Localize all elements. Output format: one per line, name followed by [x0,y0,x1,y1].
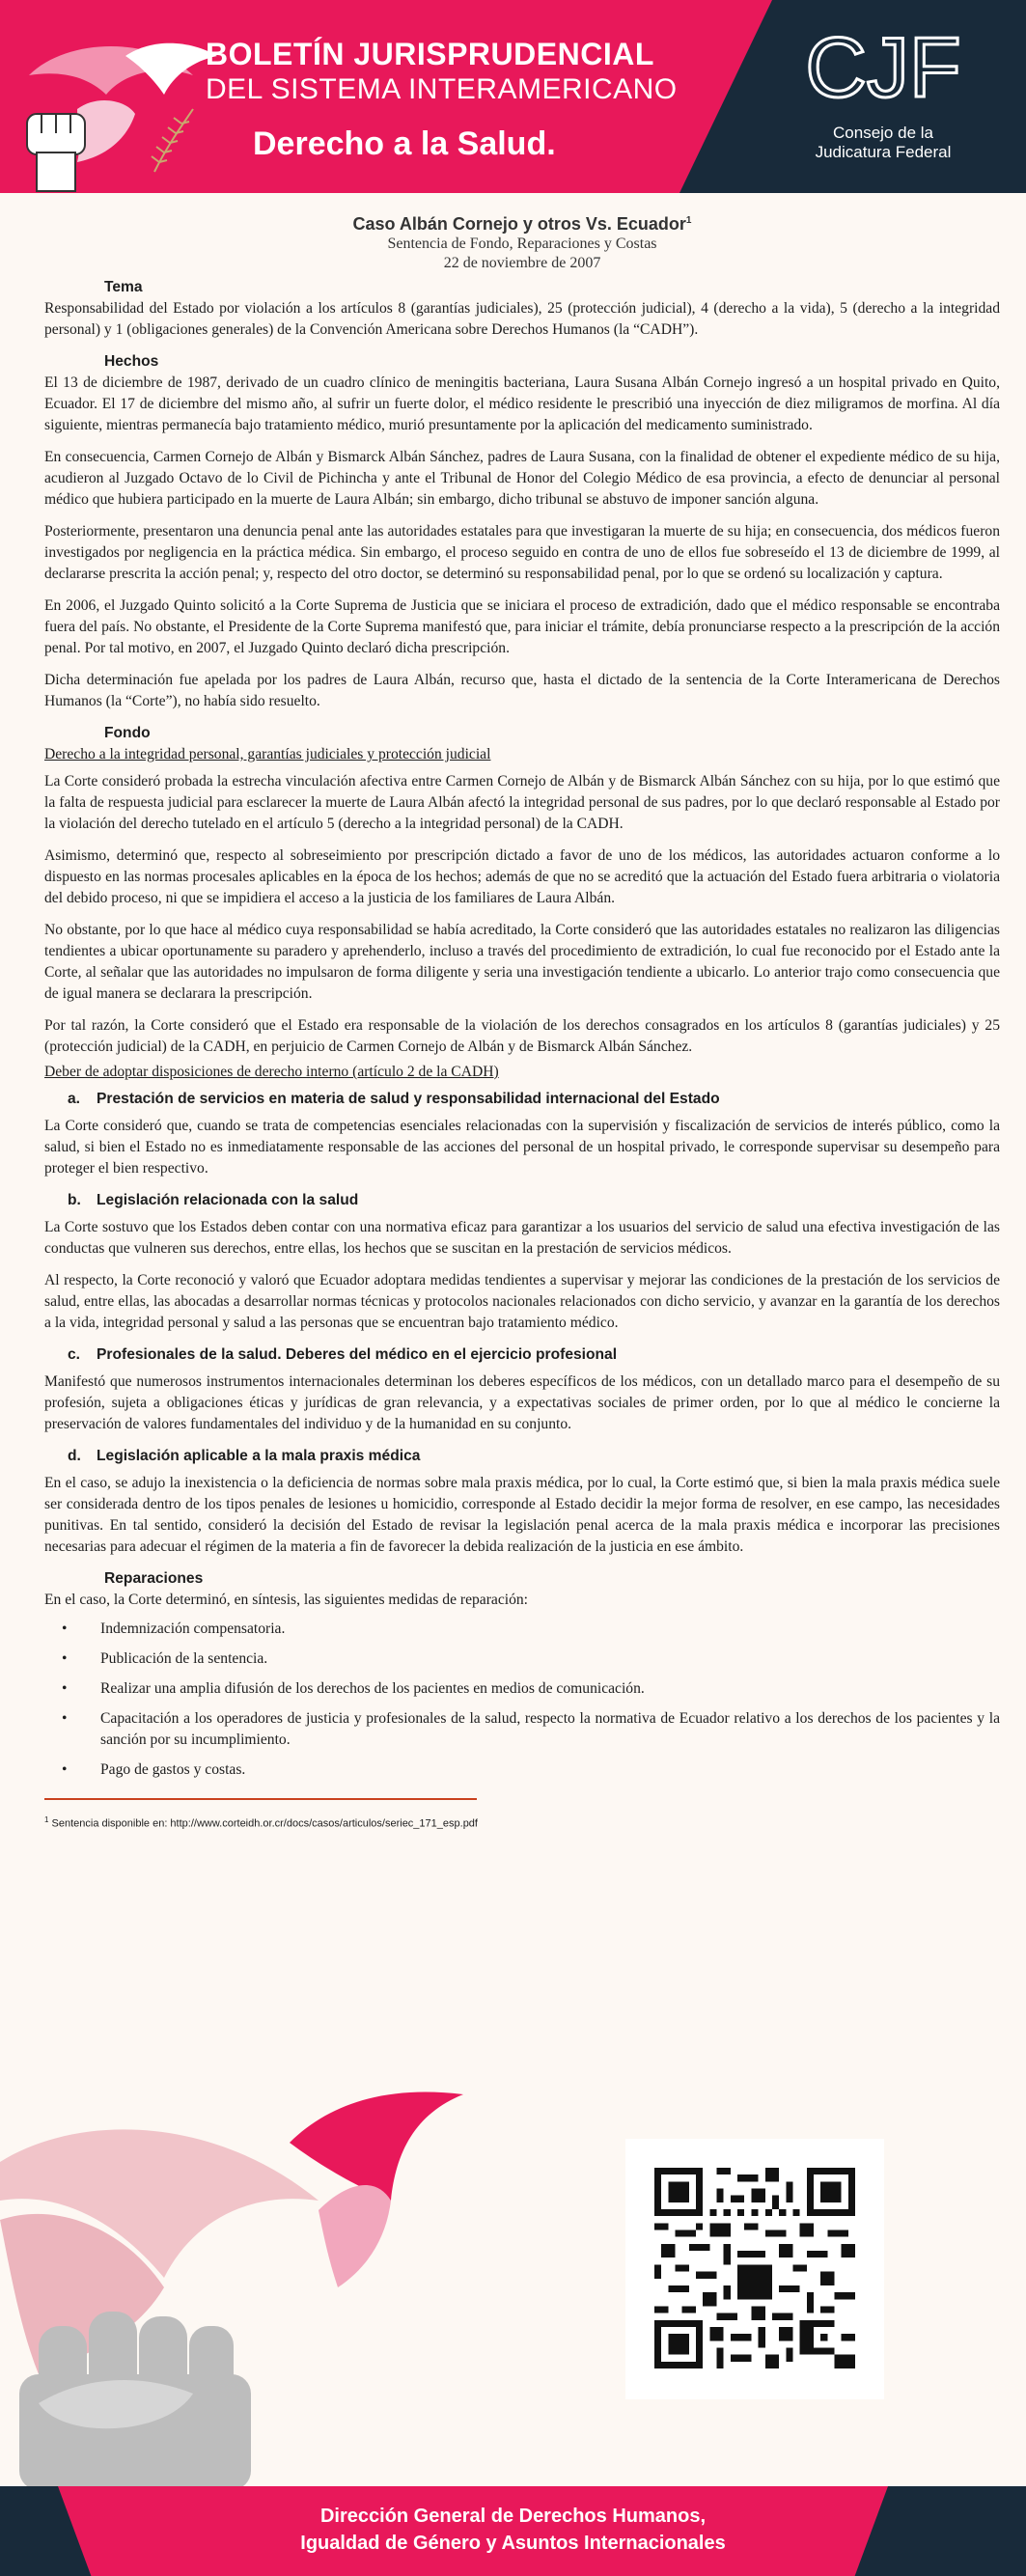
bullet-icon: • [62,1650,68,1667]
fondo-paragraph: Asimismo, determinó que, respecto al sobreseimiento por prescripción dictado a favor de uno de los médicos, las autoridades actuaron conforme a lo dispuesto en las normas procesales aplicables en la época de los hechos; además de que no se acreditó que la actuación del Estado fuera arbitraria o violatoria del debido proceso, ni que se impidiera el acceso a la justicia de los familiares de Laura Albán. [44,847,1000,906]
case-date: 22 de noviembre de 2007 [443,255,601,271]
list-item [62,1619,1000,1640]
raised-fist-bird-illustration [0,2085,541,2490]
case-subtitle: Sentencia de Fondo, Reparaciones y Costas [387,235,657,252]
hechos-paragraph: El 13 de diciembre de 1987, derivado de un cuadro clínico de meningitis bacteriana, Laura Susana Albán Cornejo ingresó a un hospital privado en Quito, Ecuador. El 17 de diciembre del mismo año, al sufrir un fuerte dolor, el médico residente le prescribió una inyección de diez miligramos de morfina. Al día siguiente, mientras permanecía bajo tratamiento médico, murió presuntamente por la aplicación del medicamento suministrado. [44,374,1000,433]
hechos-paragraph: En consecuencia, Carmen Cornejo de Albán y Bismarck Albán Sánchez, padres de Laura Susana, con la finalidad de obtener el expediente médico de su hija, acudieron al Juzgado Octavo de lo Civil de Pichincha y ante el Tribunal de Honor del Colegio Médico de esa provincia, a efecto de denunciar al personal médico que hubiera participado en la muerte de Laura Albán; sin embargo, dicho tribunal se abstuvo de imponer sanción alguna. [44,449,1000,508]
qr-code[interactable] [654,2168,855,2368]
case-title [44,210,1000,235]
footnote [44,1810,1000,1835]
fondo-heading: Fondo [104,725,151,741]
cjf-logo-letters: CJF [805,19,961,115]
item-c-paragraph: Manifestó que numerosos instrumentos internacionales determinan los deberes específicos de los médicos, con un detallado marco para el desempeño de su profesión, sujeta a obligaciones éticas y jurídicas de gran relevancia, y a expectativas sociales de primer orden, por lo que al médico le concierne la preservación de valores fundamentales del individuo y de la humanidad en su conjunto. [44,1373,1000,1432]
footnote-ref[interactable]: 1 [685,215,692,226]
hechos-heading: Hechos [104,353,159,370]
list-item [62,1678,1000,1700]
footer-pink-band [58,2486,888,2576]
footer-line1: Dirección General de Derechos Humanos, [319,2506,707,2527]
qr-code-panel [625,2139,884,2399]
hechos-paragraph: Dicha determinación fue apelada por los padres de Laura Albán, recurso que, hasta el dictado de la sentencia de la Corte Interamericana de Derechos Humanos (la “Corte”), no había sido resuelto. [44,672,1000,709]
item-letter: c. [68,1346,81,1363]
item-title: Prestación de servicios en materia de salud y responsabilidad internacional del Estado [97,1091,720,1107]
footnote-text[interactable]: Sentencia disponible en: http://www.corteidh.or.cr/docs/casos/articulos/seriec_171_esp.pdf [48,1817,478,1830]
bulletin-title: BOLETÍN JURISPRUDENCIAL [206,37,654,71]
cjf-logo [805,19,961,115]
list-item [62,1708,1000,1751]
cjf-caption-line2: Judicatura Federal [815,143,952,161]
footnote-divider [44,1798,477,1800]
item-c-heading [68,1344,1000,1366]
reparaciones-heading: Reparaciones [104,1570,204,1587]
footnote-mark: 1 [44,1815,49,1824]
fondo-paragraph: No obstante, por lo que hace al médico cuya responsabilidad se había acreditado, la Corte consideró que las autoridades estatales no realizaron las diligencias tendientes a ubicar oportunamente su paradero y aprehenderlo, incluso a través del procedimiento de extradición, lo cual fue reconocido por el Estado ante la Corte, al señalar que las autoridades no impulsaron de forma diligente y seria una investigación tendiente a ubicarlo. Lo anterior trajo como consecuencia que de igual manera se declarara la prescripción. [44,922,1000,1002]
list-item-text: Publicación de la sentencia. [100,1650,268,1667]
bullet-icon: • [62,1680,68,1697]
list-item-text: Capacitación a los operadores de justicia y profesionales de la salud, respecto la normativa de Ecuador relativo a los derechos de los pacientes y la sanción por su incumplimiento. [100,1710,1000,1748]
item-b-paragraph: Al respecto, la Corte reconoció y valoró que Ecuador adoptara medidas tendientes a supervisar y mejorar las condiciones de la prestación de los servicios de salud, entre ellas, las abocadas a desarrollar normas técnicas y protocolos nacionales relacionados con dicho servicio, y avanzar en la garantía de los derechos a la vida, integridad personal y salud a las personas que se encuentran bajo tratamiento médico. [44,1272,1000,1331]
item-letter: b. [68,1192,81,1208]
main-content [44,210,1000,1835]
fondo-subsection1-title: Derecho a la integridad personal, garantías judiciales y protección judicial [44,746,491,762]
item-d-paragraph: En el caso, se adujo la inexistencia o la deficiencia de normas sobre mala praxis médica, por lo cual, la Corte estimó que, si bien la mala praxis médica suele ser considerada dentro de los tipos penales de lesiones u homicidio, corresponde al Estado decidir la mejor forma de resolver, en ese campo, las necesidades punitivas. En tal sentido, consideró la decisión del Estado de revisar la legislación penal acerca de la mala praxis médica e incorporar las precisiones necesarias para adecuar el régimen de la materia a fin de favorecer la debida realización de la justicia en ese ámbito. [44,1475,1000,1555]
footer-line2: Igualdad de Género y Asuntos Internacionales [300,2533,726,2554]
footer-banner [0,2486,1026,2576]
item-title: Legislación aplicable a la mala praxis médica [97,1448,421,1464]
list-item-text: Pago de gastos y costas. [100,1761,246,1778]
item-b-paragraph: La Corte sostuvo que los Estados deben contar con una normativa eficaz para garantizar a los usuarios del servicio de salud una efectiva investigación de las conductas que vulneren sus derechos, entre ellas, los hechos que se suscitan en la prestación de servicios médicos. [44,1219,1000,1257]
fondo-subsection2-title: Deber de adoptar disposiciones de derecho interno (artículo 2 de la CADH) [44,1064,499,1080]
item-d-heading [68,1446,1000,1467]
item-letter: d. [68,1448,81,1464]
bulletin-subject: Derecho a la Salud. [253,125,556,162]
item-title: Profesionales de la salud. Deberes del médico en el ejercicio profesional [97,1346,618,1363]
list-item [62,1759,1000,1781]
hechos-paragraph: En 2006, el Juzgado Quinto solicitó a la Corte Suprema de Justicia que se iniciara el proceso de extradición, dado que el médico responsable se encontraba fuera del país. No obstante, el Presidente de la Corte Suprema manifestó que, para iniciar el trámite, debía pronunciarse respecto a la prescripción de la acción penal. Por tal motivo, en 2007, el Juzgado Quinto declaró dicha prescripción. [44,597,1000,656]
list-item [62,1648,1000,1670]
item-a-heading [68,1089,1000,1110]
tema-heading: Tema [104,279,143,295]
bird-fist-icon [10,17,232,191]
reparaciones-intro: En el caso, la Corte determinó, en síntesis, las siguientes medidas de reparación: [44,1592,529,1608]
hechos-paragraph: Posteriormente, presentaron una denuncia penal ante las autoridades estatales para que investigaran la muerte de su hija; en consecuencia, dos médicos fueron investigados por negligencia en la práctica médica. Sin embargo, el proceso seguido en contra de uno de ellos fue sobreseído el 13 de diciembre de 1999, al declararse prescrita la acción penal; y, respecto del otro doctor, se determinó su responsabilidad penal, por lo que se ordenó su localización y captura. [44,523,1000,582]
list-item-text: Indemnización compensatoria. [100,1620,286,1637]
bullet-icon: • [62,1620,68,1637]
bulletin-subtitle: DEL SISTEMA INTERAMERICANO [206,73,678,105]
item-letter: a. [68,1091,81,1107]
list-item-text: Realizar una amplia difusión de los derechos de los pacientes en medios de comunicación. [100,1680,645,1697]
bullet-icon: • [62,1710,68,1727]
fondo-paragraph: La Corte consideró probada la estrecha vinculación afectiva entre Carmen Cornejo de Albán y de Bismarck Albán Sánchez con su hija, por lo que estimó que la falta de respuesta judicial para esclarecer la muerte de Laura Albán afectó la integridad personal de sus padres, por lo que declaró responsable al Estado por la violación del derecho tutelado en el artículo 5 (derecho a la integridad personal) de la CADH. [44,773,1000,832]
case-title-text: Caso Albán Cornejo y otros Vs. Ecuador [352,214,686,234]
reparaciones-list [62,1619,1000,1781]
item-a-paragraph: La Corte consideró que, cuando se trata de competencias esenciales relacionadas con la supervisión y fiscalización de servicios de interés público, como la salud, si bien el Estado no es inmediatamente responsable de las acciones del personal de un hospital privado, le corresponde supervisar su desempeño para proteger el bien respectivo. [44,1118,1000,1177]
item-title: Legislación relacionada con la salud [97,1192,359,1208]
cjf-caption-line1: Consejo de la [833,124,933,142]
header-banner [0,0,1026,193]
item-b-heading [68,1190,1000,1211]
fondo-paragraph: Por tal razón, la Corte consideró que el Estado era responsable de la violación de los derechos consagrados en los artículos 8 (garantías judiciales) y 25 (protección judicial) de la CADH, en perjuicio de Carmen Cornejo de Albán y de Bismarck Albán Sánchez. [44,1017,1000,1055]
tema-text: Responsabilidad del Estado por violación a los artículos 8 (garantías judiciales), 25 (protección judicial), 4 (derecho a la vida), 5 (derecho a la integridad personal) y 1 (obligaciones generales) de la Convención Americana sobre Derechos Humanos (la “CADH”). [44,300,1000,338]
bullet-icon: • [62,1761,68,1778]
